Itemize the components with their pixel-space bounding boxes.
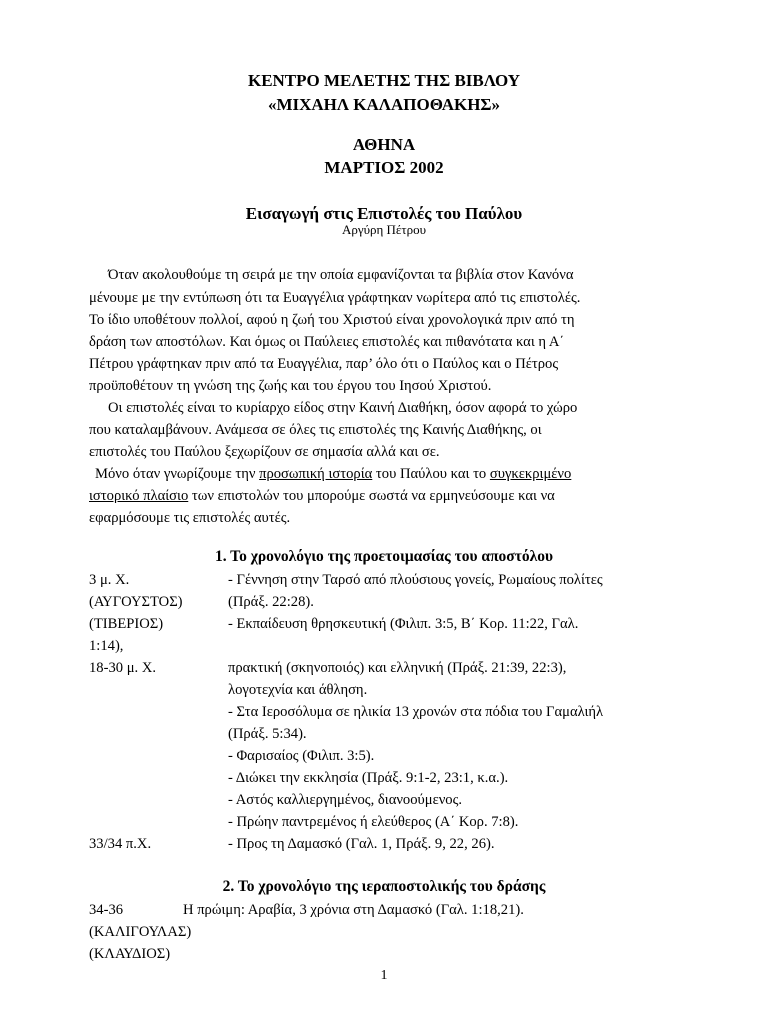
paragraph-line: που καταλαμβάνουν. Ανάμεσα σε όλες τις επιστολές της Καινής Διαθήκης, οι: [89, 422, 542, 438]
paragraph-line: δράση των αποστόλων. Και όμως οι Παύλειες επιστολές και πιθανότατα και η Α΄: [89, 334, 565, 350]
timeline-date: 1:14),: [89, 638, 124, 654]
timeline-event: - Πρώην παντρεμένος ή ελεύθερος (Α΄ Κορ. 7:8).: [228, 814, 519, 830]
document-title: Εισαγωγή στις Επιστολές του Παύλου: [245, 204, 523, 223]
timeline-event: - Διώκει την εκκλησία (Πράξ. 9:1-2, 23:1, κ.α.).: [228, 770, 509, 786]
section-1-heading: 1. Το χρονολόγιο της προετοιμασίας του αποστόλου: [214, 548, 554, 565]
timeline-event: πρακτική (σκηνοποιός) και ελληνική (Πράξ. 21:39, 22:3),: [228, 660, 567, 676]
timeline-date: (ΚΑΛΙΓΟΥΛΑΣ): [89, 924, 192, 940]
timeline-date: 33/34 π.Χ.: [89, 836, 152, 852]
date: ΜΑΡΤΙΟΣ 2002: [324, 158, 444, 177]
text-run: των επιστολών του μπορούμε σωστά να ερμηνεύσουμε και να: [188, 488, 555, 504]
timeline-date: 34-36: [89, 902, 124, 918]
timeline-event: λογοτεχνία και άθληση.: [228, 682, 368, 698]
timeline-date: (ΑΥΓΟΥΣΤΟΣ): [89, 594, 183, 610]
paragraph-line: μένουμε με την εντύπωση ότι τα Ευαγγέλια γράφτηκαν νωρίτερα από τις επιστολές.: [89, 290, 581, 306]
underlined-phrase: προσωπική ιστορία: [259, 466, 373, 482]
paragraph-line: [95, 464, 571, 484]
timeline-date: (ΚΛΑΥΔΙΟΣ): [89, 946, 171, 962]
paragraph-line: [89, 486, 555, 506]
timeline-date: 18-30 μ. Χ.: [89, 660, 157, 676]
timeline-event: - Αστός καλλιεργημένος, διανοούμενος.: [228, 792, 463, 808]
paragraph-line: Όταν ακολουθούμε τη σειρά με την οποία εμφανίζονται τα βιβλία στον Κανόνα: [108, 267, 574, 283]
timeline-event: - Φαρισαίος (Φιλιπ. 3:5).: [228, 748, 375, 764]
paragraph-line: Πέτρου γράφτηκαν πριν από τα Ευαγγέλια, παρ’ όλο ότι ο Παύλος και ο Πέτρος: [89, 356, 559, 372]
text-run: του Παύλου και το: [372, 466, 490, 482]
timeline-event: (Πράξ. 5:34).: [228, 726, 307, 742]
paragraph-line: επιστολές του Παύλου ξεχωρίζουν σε σημασία αλλά και σε.: [89, 444, 440, 460]
paragraph-line: εφαρμόσουμε τις επιστολές αυτές.: [89, 510, 291, 526]
timeline-event: Η πρώιμη: Αραβία, 3 χρόνια στη Δαμασκό (Γαλ. 1:18,21).: [183, 902, 524, 918]
paragraph-line: Οι επιστολές είναι το κυρίαρχο είδος στην Καινή Διαθήκη, όσον αφορά το χώρο: [108, 400, 578, 416]
paragraph-line: Το ίδιο υποθέτουν πολλοί, αφού η ζωή του Χριστού είναι χρονολογικά πριν από τη: [89, 312, 575, 328]
timeline-event: (Πράξ. 22:28).: [228, 594, 314, 610]
underlined-phrase: συγκεκριμένο: [489, 466, 572, 482]
section-2-heading: 2. Το χρονολόγιο της ιεραποστολικής του δράσης: [222, 878, 546, 895]
page-number: 1: [380, 968, 388, 983]
org-name-line1: ΚΕΝΤΡΟ ΜΕΛΕΤΗΣ ΤΗΣ ΒΙΒΛΟΥ: [247, 71, 521, 90]
timeline-event: - Προς τη Δαμασκό (Γαλ. 1, Πράξ. 9, 22, 26).: [228, 836, 495, 852]
timeline-event: - Εκπαίδευση θρησκευτική (Φιλιπ. 3:5, Β΄ Κορ. 11:22, Γαλ.: [228, 616, 579, 632]
text-run: Μόνο όταν γνωρίζουμε την: [95, 466, 260, 482]
author: Αργύρη Πέτρου: [341, 222, 427, 237]
city: ΑΘΗΝΑ: [352, 135, 416, 154]
org-name-line2: «ΜΙΧΑΗΛ ΚΑΛΑΠΟΘΑΚΗΣ»: [267, 95, 501, 114]
paragraph-line: προϋποθέτουν τη γνώση της ζωής και του έργου του Ιησού Χριστού.: [89, 378, 492, 394]
timeline-event: - Στα Ιεροσόλυμα σε ηλικία 13 χρονών στα πόδια του Γαμαλιήλ: [228, 704, 604, 720]
timeline-date: (ΤΙΒΕΡΙΟΣ): [89, 616, 164, 632]
timeline-date: 3 μ. Χ.: [89, 572, 130, 588]
underlined-phrase: ιστορικό πλαίσιο: [89, 488, 189, 504]
timeline-event: - Γέννηση στην Ταρσό από πλούσιους γονείς, Ρωμαίους πολίτες: [228, 572, 603, 588]
